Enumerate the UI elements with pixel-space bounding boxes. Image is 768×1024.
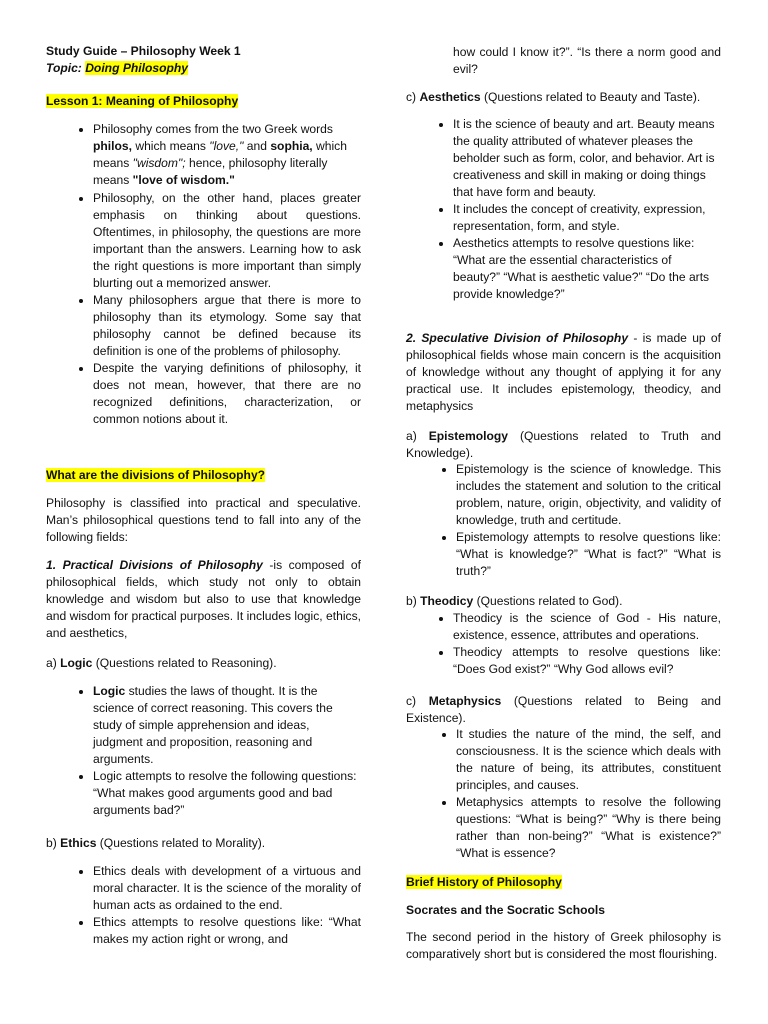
ethics-list <box>46 863 361 948</box>
epistemology-title: Epistemology <box>428 429 508 443</box>
practical-paragraph: 1. Practical Divisions of Philosophy -is composed of philosophical fields, which study not only to obtain knowledge and wisdom but also to use that knowledge and wisdom for practical purposes. It includes logic, ethics, and aesthetics, <box>46 558 361 640</box>
logic-heading: a) Logic (Questions related to Reasoning). <box>46 656 277 670</box>
epistemology-heading: a) Epistemology (Questions related to Truth and Knowledge). <box>406 429 721 460</box>
list-item: • Despite the varying definitions of philosophy, it does not mean, however, that there are no recognized definitions, characterization, or common notions about it. <box>93 360 361 428</box>
speculative-title: 2. Speculative Division of Philosophy <box>406 331 629 345</box>
metaphysics-heading: c) Metaphysics (Questions related to Being and Existence). <box>406 694 721 725</box>
theodicy-heading: b) Theodicy (Questions related to God). <box>406 594 623 608</box>
topic-label: Topic: <box>46 61 82 75</box>
divisions-heading-text: What are the divisions of Philosophy? <box>46 468 266 482</box>
ethics-title: Ethics <box>60 836 97 850</box>
socrates-heading: Socrates and the Socratic Schools <box>406 903 605 917</box>
topic-line <box>46 60 188 77</box>
metaphysics-list <box>406 726 721 862</box>
list-item: • Epistemology attempts to resolve questions like: “What is knowledge?” “What is fact?” “What is truth?” <box>456 529 721 580</box>
history-heading-text: Brief History of Philosophy <box>406 875 562 889</box>
list-item: • Aesthetics attempts to resolve questions like: “What are the essential characteristics of beauty?” “What is aesthetic value?” “Do the arts provide knowledge?” <box>453 235 721 303</box>
lesson-heading <box>46 93 238 110</box>
aesthetics-title: Aesthetics <box>419 90 481 104</box>
metaphysics-title: Metaphysics <box>428 694 502 708</box>
aesthetics-list <box>406 116 721 303</box>
document-title: Study Guide – Philosophy Week 1 <box>46 44 241 58</box>
list-item: • Theodicy is the science of God - His nature, existence, essence, attributes and operations. <box>453 610 721 644</box>
list-item: • It includes the concept of creativity, expression, representation, form, and style. <box>453 201 721 235</box>
logic-title: Logic <box>60 656 93 670</box>
epistemology-list <box>406 461 721 580</box>
topic-value: Doing Philosophy <box>85 61 188 75</box>
list-item: • It is the science of beauty and art. Beauty means the quality attributed of whatever pleases the beholder such as form, color, and behavior. Art is creativeness and skill in making or doing things that have form and beauty. <box>453 116 721 201</box>
divisions-heading <box>46 467 265 484</box>
list-item: • Many philosophers argue that there is more to philosophy than its etymology. Some say that philosophy cannot be defined because its definition is one of the problems of philosophy. <box>93 292 361 360</box>
speculative-paragraph: 2. Speculative Division of Philosophy - is made up of philosophical fields whose main concern is the acquisition of knowledge without any thought of applying it for any practical use. It includes epistemology, theodicy, and metaphysics <box>406 331 722 413</box>
practical-title: Practical Divisions of Philosophy <box>62 558 263 572</box>
history-heading <box>406 874 562 891</box>
list-item: • Philosophy, on the other hand, places greater emphasis on thinking about questions. Oftentimes, in philosophy, the questions are more important than the answers. Learning how to ask the right questions is more important than simply blurting out a memorized answer. <box>93 190 361 292</box>
meaning-list <box>46 121 361 428</box>
list-item: • Logic studies the laws of thought. It is the science of correct reasoning. This covers the study of simple apprehension and ideas, judgment and proposition, reasoning and arguments. <box>93 683 361 768</box>
list-item: • It studies the nature of the mind, the self, and consciousness. It is the science which deals with the nature of being, its attributes, constituent principles, and causes. <box>456 726 721 794</box>
list-item: • Theodicy attempts to resolve questions like: “Does God exist?” “Why God allows evil? <box>453 644 721 678</box>
socrates-paragraph: The second period in the history of Greek philosophy is comparatively short but is considered the most flourishing. <box>406 930 721 961</box>
list-item: • Logic attempts to resolve the following questions: “What makes good arguments good and bad arguments bad?” <box>93 768 361 819</box>
theodicy-list <box>406 610 721 678</box>
lesson-heading-text: Lesson 1: Meaning of Philosophy <box>46 94 239 108</box>
list-item: • Epistemology is the science of knowledge. This includes the statement and solution to the critical problem, nature, origin, objectivity, and validity of knowledge, truth and certitude. <box>456 461 721 529</box>
aesthetics-heading: c) Aesthetics (Questions related to Beauty and Taste). <box>406 90 701 104</box>
list-item: • Philosophy comes from the two Greek words philos, which means "love," and sophia, which means "wisdom"; hence, philosophy literally means "love of wisdom." <box>93 121 361 189</box>
ethics-heading: b) Ethics (Questions related to Morality). <box>46 836 266 850</box>
ethics-continuation: how could I know it?”. “Is there a norm good and evil? <box>453 45 721 76</box>
list-item: • Ethics deals with development of a virtuous and moral character. It is the science of the morality of human acts as ordained to the end. <box>93 863 361 914</box>
logic-list <box>46 683 361 819</box>
divisions-intro: Philosophy is classified into practical and speculative. Man’s philosophical questions tend to fall into any of the following fields: <box>46 496 361 544</box>
list-item: • Metaphysics attempts to resolve the following questions: “What is being?” “Why is there being rather than non-being?” “What is existence?” “What is essence? <box>456 794 721 862</box>
list-item: • Ethics attempts to resolve questions like: “What makes my action right or wrong, and <box>93 914 361 948</box>
theodicy-title: Theodicy <box>420 594 474 608</box>
